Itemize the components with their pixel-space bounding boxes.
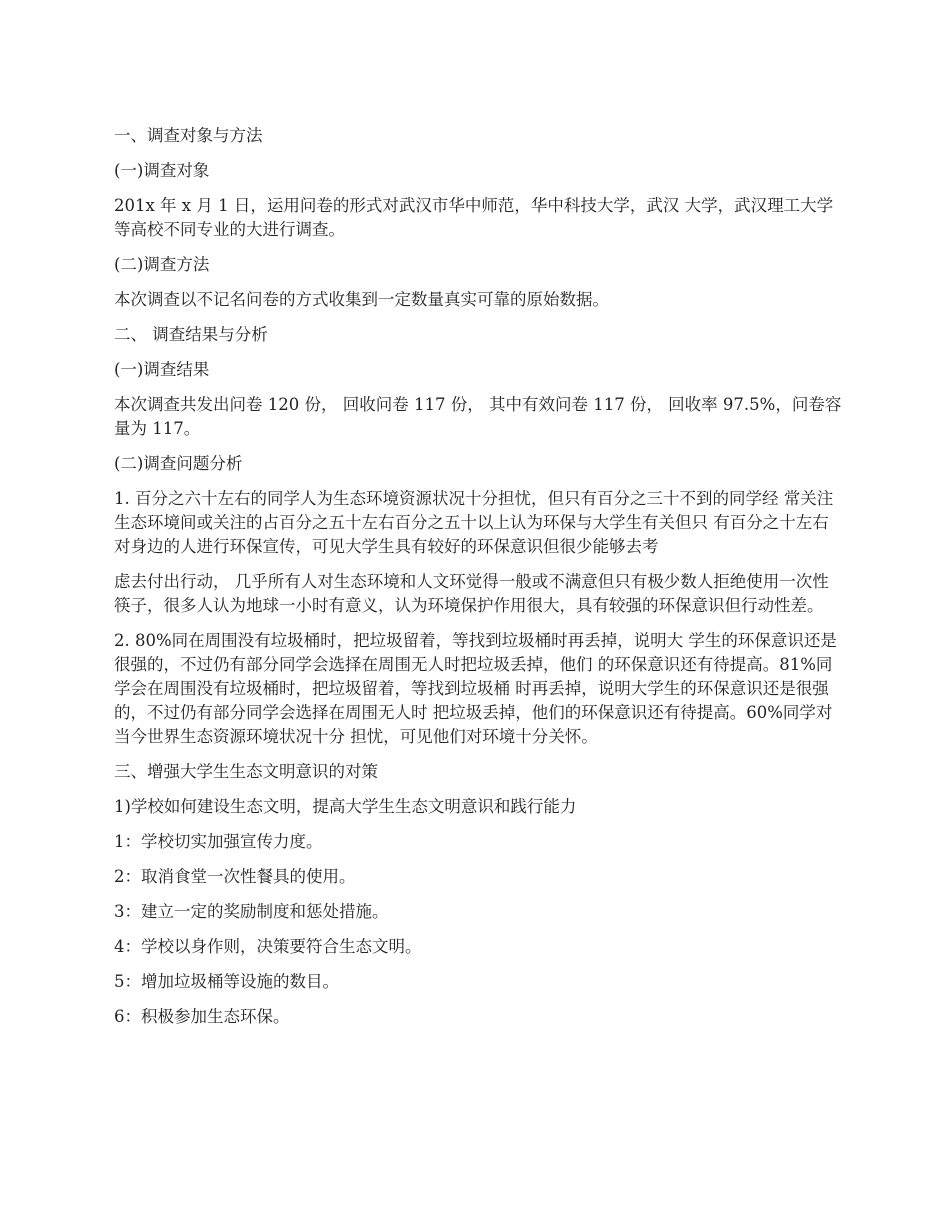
body-paragraph: 虑去付出行动， 几乎所有人对生态环境和人文环觉得一般或不满意但只有极少数人拒绝使用一次性筷子，很多人认为地球一小时有意义，认为环境保护作用很大，具有较强的环保意识但行动性差。: [114, 572, 829, 615]
measures-list: [114, 830, 842, 1029]
subsection-heading: 1)学校如何建设生态文明，提高大学生生态文明意识和践行能力: [114, 797, 577, 816]
list-item: 2：取消食堂一次性餐具的使用。: [114, 867, 356, 886]
body-paragraph: 1. 百分之六十左右的同学人为生态环境资源状况十分担忧，但只有百分之三十不到的同学经 常关注生态环境间或关注的占百分之五十左右百分之五十以上认为环保与大学生有关但只 有百分之十左右对身边的人进行环保宣传，可见大学生具有较好的环保意识但很少能够去考: [114, 489, 834, 556]
list-item: 6：积极参加生态环保。: [114, 1007, 290, 1026]
section-heading: 二、 调查结果与分析: [114, 325, 268, 344]
section-heading: 一、调查对象与方法: [114, 126, 263, 145]
section-heading: 三、增强大学生生态文明意识的对策: [114, 762, 378, 781]
list-item: 3：建立一定的奖励制度和惩处措施。: [114, 902, 389, 921]
subsection-heading: (一)调查结果: [114, 360, 210, 379]
body-paragraph: 本次调查共发出问卷 120 份， 回收问卷 117 份， 其中有效问卷 117 份， 回收率 97.5%，问卷容量为 117。: [114, 395, 842, 438]
subsection-heading: (一)调查对象: [114, 161, 210, 180]
list-item: 5：增加垃圾桶等设施的数目。: [114, 972, 339, 991]
subsection-heading: (二)调查问题分析: [114, 454, 243, 473]
list-item: 1：学校切实加强宣传力度。: [114, 832, 323, 851]
document-body: [114, 124, 842, 1040]
subsection-heading: (二)调查方法: [114, 255, 210, 274]
list-item: 4：学校以身作则，决策要符合生态文明。: [114, 937, 422, 956]
body-paragraph: 2. 80%同在周围没有垃圾桶时，把垃圾留着，等找到垃圾桶时再丢掉，说明大 学生的环保意识还是很强的，不过仍有部分同学会选择在周围无人时把垃圾丢掉，他们 的环保意识还有待提高。81%同学会在周围没有垃圾桶时，把垃圾留着，等找到垃圾桶 时再丢掉，说明大学生的环保意识还是很强的，不过仍有部分同学会选择在周围无人时 把垃圾丢掉，他们的环保意识还有待提高。60%同学对当今世界生态资源环境状况十分 担忧，可见他们对环境十分关怀。: [114, 631, 837, 746]
body-paragraph: 本次调查以不记名问卷的方式收集到一定数量真实可靠的原始数据。: [114, 290, 609, 309]
body-paragraph: 201x 年 x 月 1 日，运用问卷的形式对武汉市华中师范，华中科技大学，武汉 大学，武汉理工大学等高校不同专业的大进行调查。: [114, 196, 834, 239]
